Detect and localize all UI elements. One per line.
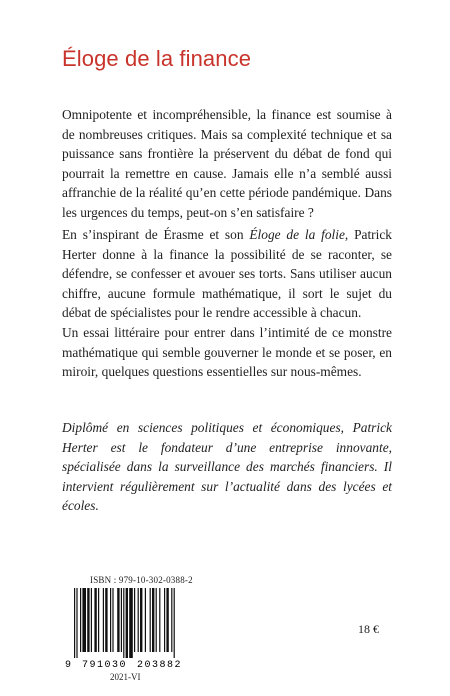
barcode-bar — [121, 588, 122, 652]
barcode-bar — [105, 588, 107, 652]
barcode-bar — [150, 588, 151, 652]
book-title: Éloge de la finance — [62, 46, 252, 71]
barcode-bar — [171, 588, 172, 652]
barcode-bar — [145, 588, 146, 652]
barcode-bar — [76, 588, 77, 658]
author-bio: Diplômé en sciences politiques et économiques, Patrick Herter est le fondateur d’une entreprise innovante, spécialisée dans la surveillance des marchés financiers. Il intervient régulièrement sur l’actualité dans des lycées et écoles. — [62, 420, 392, 513]
referenced-work-title: Éloge de la folie — [249, 227, 345, 242]
barcode-bar — [98, 588, 99, 652]
barcode-bar — [129, 588, 133, 658]
barcode-bar — [80, 588, 81, 652]
barcode-lead-digit: 9 — [65, 660, 72, 670]
barcode-bar — [74, 588, 75, 658]
price: 18 € — [358, 622, 379, 636]
isbn-barcode-block — [62, 575, 202, 683]
barcode-bar — [166, 588, 168, 652]
barcode-bar — [123, 588, 124, 658]
barcode — [62, 588, 202, 670]
barcode-bar — [112, 588, 113, 652]
barcode-bar — [91, 588, 92, 652]
barcode-bar — [138, 588, 139, 652]
blurb-paragraph-2-end: , Patrick Herter donne à la finance la possibilité de se raconter, se défendre, se confesser et avouer ses torts. Sans utiliser aucun chiffre, aucune formule mathématique, il sort le sujet du débat de spécialistes pour le rendre accessible à chacun. — [62, 227, 392, 320]
barcode-bar — [126, 588, 128, 658]
blurb-paragraph-2 — [62, 225, 392, 323]
barcode-bar — [164, 588, 165, 652]
barcode-left-digits: 791030 — [82, 660, 128, 670]
barcode-bar — [117, 588, 119, 652]
barcode-bar — [140, 588, 142, 652]
blurb-paragraph-3: Un essai littéraire pour entrer dans l’intimité de ce monstre mathématique qui semble gouverner le monde et se poser, en miroir, quelques questions essentielles sur nous-mêmes. — [62, 325, 392, 379]
barcode-right-digits: 203882 — [137, 660, 183, 670]
isbn-label: ISBN : 979-10-302-0388-2 — [90, 575, 193, 585]
barcode-bar — [156, 588, 157, 652]
barcode-bar — [82, 588, 86, 652]
barcode-bar — [152, 588, 154, 652]
barcode-bar — [174, 588, 175, 658]
barcode-bar — [159, 588, 160, 652]
blurb-paragraph-2-start: En s’inspirant de Érasme et son — [62, 227, 250, 242]
edition-code: 2021-VI — [110, 672, 141, 682]
barcode-bar — [103, 588, 104, 652]
blurb-paragraph-1: Omnipotente et incompréhensible, la finance est soumise à de nombreuses critiques. Mais sa complexité technique et sa puissance sans frontière la préservent du débat de fond qui pourrait la remettre en cause. Jamais elle n’a semblé aussi affranchie de la réalité qu’en cette période pandémique. Dans les urgences du temps, peut-on s’en satisfaire ? — [62, 107, 392, 220]
barcode-bar — [134, 588, 135, 652]
barcode-bar — [87, 588, 89, 652]
barcode-bar — [110, 588, 111, 652]
barcode-bar — [94, 588, 96, 652]
